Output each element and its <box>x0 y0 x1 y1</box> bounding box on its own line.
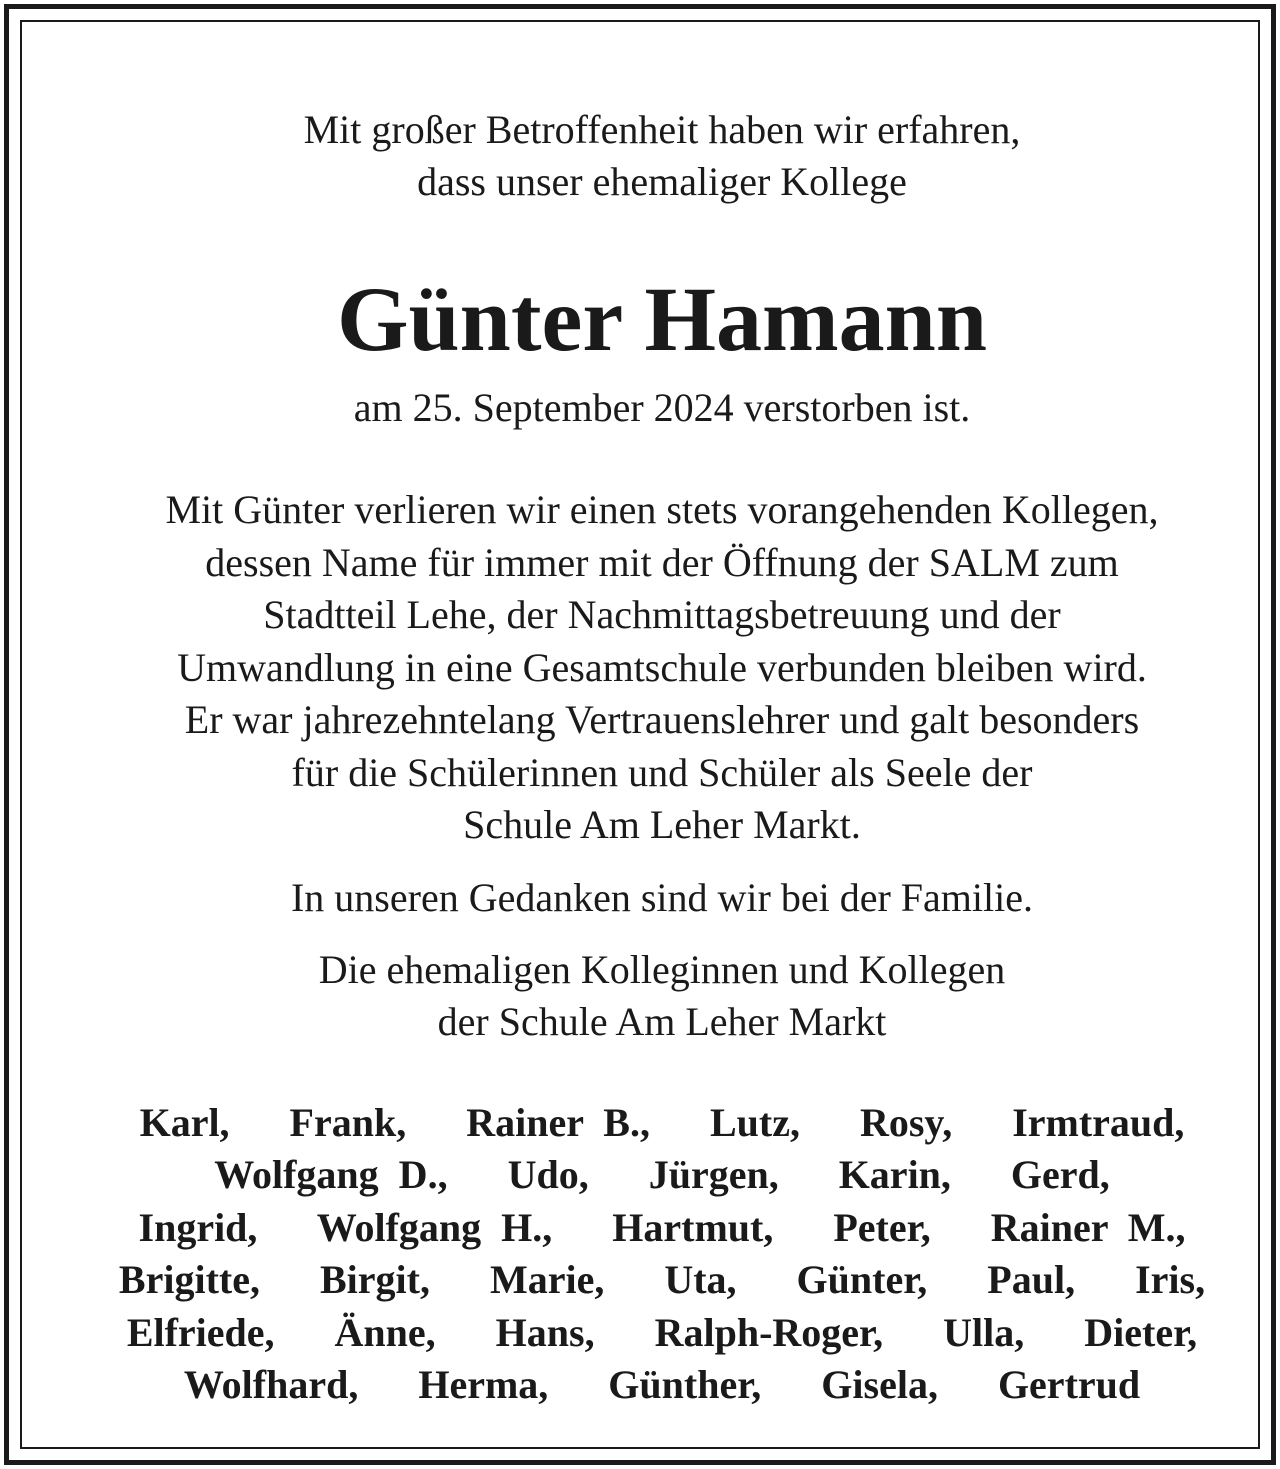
intro-line: Mit großer Betroffenheit haben wir erfahren, <box>303 107 1021 152</box>
inner-border <box>20 20 1260 1449</box>
tribute-line: Umwandlung in eine Gesamtschule verbunden bleiben wird. <box>177 644 1147 690</box>
deceased-name: Günter Hamann <box>336 268 988 370</box>
signature-line: der Schule Am Leher Markt <box>437 999 887 1044</box>
tribute-line: für die Schülerinnen und Schüler als Seele der <box>291 749 1033 795</box>
tribute-line: Mit Günter verlieren wir einen stets vorangehenden Kollegen, <box>165 487 1159 532</box>
tribute-line: Schule Am Leher Markt. <box>463 802 861 847</box>
tribute-line: Er war jahrezehntelang Vertrauenslehrer und galt besonders <box>184 697 1140 742</box>
condolence-line: In unseren Gedanken sind wir bei der Familie. <box>290 875 1033 920</box>
tribute-line: dessen Name für immer mit der Öffnung der SALM zum <box>205 539 1119 585</box>
intro-line: dass unser ehemaliger Kollege <box>417 159 907 204</box>
names-line: Wolfhard, Herma, Günther, Gisela, Gertrud <box>183 1362 1141 1408</box>
colleague-names <box>62 1097 1262 1411</box>
tribute-line: Stadtteil Lehe, der Nachmittagsbetreuung und der <box>263 592 1061 637</box>
names-line: Karl, Frank, Rainer B., Lutz, Rosy, Irmtraud, <box>139 1100 1185 1145</box>
names-line: Wolfgang D., Udo, Jürgen, Karin, Gerd, <box>214 1152 1110 1198</box>
signature-line: Die ehemaligen Kolleginnen und Kollegen <box>318 947 1006 992</box>
signature-block <box>62 944 1262 1048</box>
names-line: Elfriede, Änne, Hans, Ralph-Roger, Ulla, Dieter, <box>126 1309 1198 1355</box>
names-line: Ingrid, Wolfgang H., Hartmut, Peter, Rainer M., <box>138 1204 1186 1250</box>
tribute-text <box>62 484 1262 852</box>
names-line: Brigitte, Birgit, Marie, Uta, Günter, Paul, Iris, <box>118 1257 1206 1303</box>
intro-text <box>62 104 1262 208</box>
death-date-line: am 25. September 2024 verstorben ist. <box>353 385 971 430</box>
